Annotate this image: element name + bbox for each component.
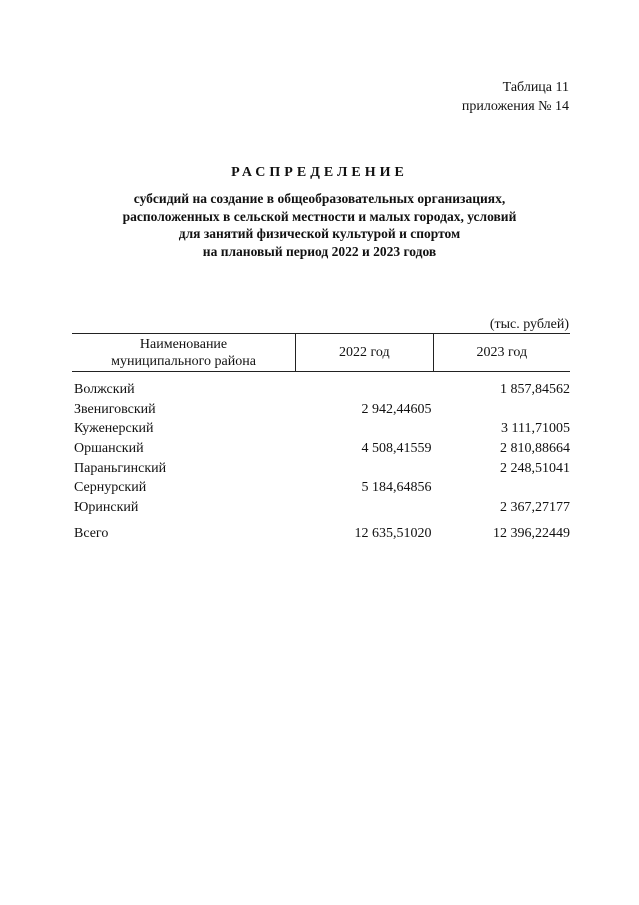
value-2023: 2 810,88664	[500, 441, 570, 457]
header-name-line: муниципального района	[111, 353, 256, 369]
subtitle-line: на плановый период 2022 и 2023 годов	[202, 243, 437, 259]
table-total-row	[72, 524, 570, 544]
header-year-2023: 2023 год	[476, 345, 528, 360]
table-row	[72, 478, 570, 498]
value-2022: 2 942,44605	[361, 401, 432, 417]
district-name: Параньгинский	[74, 460, 167, 476]
table-row	[72, 419, 570, 439]
appendix-reference	[462, 78, 569, 116]
value-2023	[434, 478, 570, 498]
value-2023: 3 111,71005	[501, 421, 570, 437]
header-name-line: Наименование	[139, 336, 228, 352]
value-2022: 4 508,41559	[361, 441, 432, 457]
table-body	[72, 372, 570, 544]
value-2022	[297, 419, 433, 439]
value-2023: 2 367,27177	[500, 500, 570, 516]
table-row	[72, 498, 570, 518]
district-name: Юринский	[74, 500, 139, 516]
document-heading: РАСПРЕДЕЛЕНИЕ	[231, 165, 408, 180]
district-name: Волжский	[74, 382, 135, 397]
district-name: Звениговский	[74, 401, 156, 417]
value-2023: 1 857,84562	[500, 382, 570, 397]
appendix-attachment-number: приложения № 14	[461, 99, 569, 114]
units-label: (тыс. рублей)	[489, 317, 569, 332]
subtitle-line: для занятий физической культурой и спортом	[178, 226, 461, 241]
district-name: Сернурский	[74, 480, 147, 496]
header-year-2022: 2022 год	[296, 334, 433, 371]
total-label: Всего	[74, 525, 109, 541]
document-subtitle	[0, 190, 639, 260]
total-2023: 12 396,22449	[493, 525, 570, 541]
subtitle-line: расположенных в сельской местности и малых городах, условий	[122, 208, 517, 224]
value-2022	[297, 459, 433, 479]
value-2023: 2 248,51041	[500, 460, 570, 476]
value-2022	[297, 380, 433, 400]
value-2022	[297, 498, 433, 518]
value-2023	[434, 400, 570, 420]
distribution-table	[72, 333, 570, 544]
table-row	[72, 439, 570, 459]
table-row	[72, 400, 570, 420]
table-row	[72, 459, 570, 479]
value-2022: 5 184,64856	[361, 480, 432, 496]
total-2022: 12 635,51020	[354, 525, 432, 541]
subtitle-line: субсидий на создание в общеобразовательных организациях,	[133, 191, 506, 206]
table-header	[72, 333, 570, 372]
appendix-table-number: Таблица 11	[502, 80, 569, 95]
table-row	[72, 380, 570, 400]
district-name: Оршанский	[74, 441, 144, 457]
header-district-name	[72, 334, 296, 371]
district-name: Куженерский	[74, 421, 154, 437]
